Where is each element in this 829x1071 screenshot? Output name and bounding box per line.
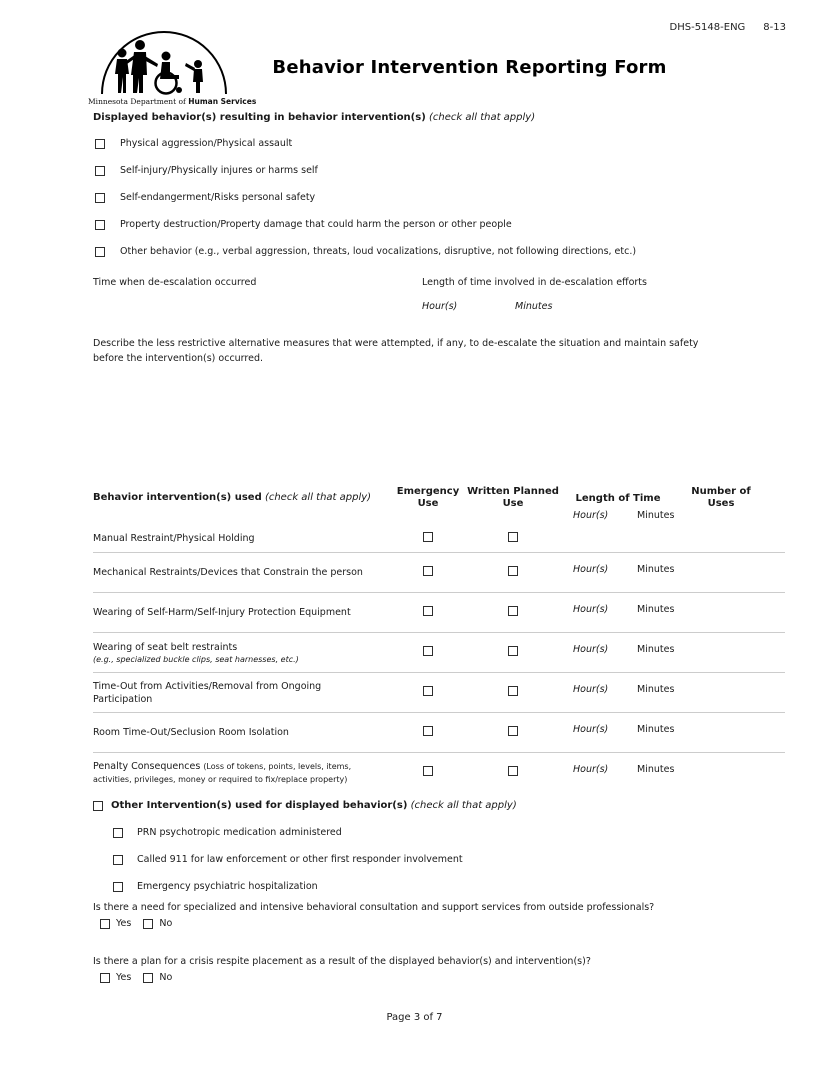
checkbox-self-endangerment[interactable] [95, 193, 105, 203]
length-entry-area[interactable] [559, 633, 677, 655]
checkbox-respite-no[interactable] [143, 973, 153, 983]
behavior-option-label: Other behavior (e.g., verbal aggression, threats, loud vocalizations, disruptive, not following directions, etc.) [120, 246, 637, 257]
other-option-called-911 [113, 853, 785, 866]
table-heading-note: (check all that apply) [264, 492, 372, 503]
intervention-row-mechanical-restraints [93, 552, 785, 592]
checkbox-penalty-consequences-emergency[interactable] [423, 766, 433, 776]
intervention-row-self-harm-equipment [93, 592, 785, 632]
intervention-label: Wearing of Self-Harm/Self-Injury Protection Equipment [93, 607, 351, 618]
length-entry-area[interactable] [559, 525, 677, 530]
intervention-note: (Loss of tokens, points, levels, items, activities, privileges, money or required to fix/replace property) [93, 761, 352, 784]
checkbox-physical-aggression[interactable] [95, 139, 105, 149]
hours-label: Hour(s) [573, 764, 609, 775]
checkbox-self-harm-equipment-written[interactable] [508, 606, 518, 616]
interventions-table-header [93, 483, 785, 525]
behavior-option-label: Self-injury/Physically injures or harms self [120, 165, 318, 176]
behavior-option-physical-aggression [93, 137, 793, 150]
minutes-label: Minutes [637, 684, 675, 695]
length-of-time-label: Length of Time [575, 493, 661, 504]
checkbox-seat-belt-written[interactable] [508, 646, 518, 656]
intervention-label: Room Time-Out/Seclusion Room Isolation [93, 727, 289, 738]
question-text: Is there a need for specialized and intensive behavioral consultation and support services from outside professionals? [93, 902, 655, 913]
minutes-label: Minutes [515, 301, 553, 312]
checkbox-prn-medication[interactable] [113, 828, 123, 838]
yes-no-row [100, 918, 793, 929]
minutes-label: Minutes [637, 604, 675, 615]
deescalation-section [93, 277, 785, 312]
checkbox-seat-belt-emergency[interactable] [423, 646, 433, 656]
hours-label: Hour(s) [573, 684, 609, 695]
hours-label: Hour(s) [573, 724, 609, 735]
checkbox-respite-yes[interactable] [100, 973, 110, 983]
other-interventions-section [93, 800, 785, 893]
describe-response-area[interactable] [93, 372, 785, 472]
checkbox-time-out-activities-emergency[interactable] [423, 686, 433, 696]
length-units [559, 724, 677, 735]
minutes-label: Minutes [637, 644, 675, 655]
length-units [559, 684, 677, 695]
table-heading [93, 483, 389, 503]
other-option-label: PRN psychotropic medication administered [137, 827, 342, 838]
question-text: Is there a plan for a crisis respite placement as a result of the displayed behavior(s) and intervention(s)? [93, 956, 591, 967]
intervention-label-block [93, 760, 389, 786]
deescalation-units [422, 301, 785, 312]
yes-label: Yes [116, 972, 132, 983]
intervention-row-room-time-out [93, 712, 785, 752]
checkbox-consultation-yes[interactable] [100, 919, 110, 929]
checkbox-self-harm-equipment-emergency[interactable] [423, 606, 433, 616]
number-entry-area[interactable] [677, 713, 785, 752]
heading-text: Displayed behavior(s) resulting in behavior intervention(s) [93, 112, 426, 123]
length-entry-area[interactable] [559, 753, 677, 775]
column-header-number-of-uses: Number of Uses [691, 486, 751, 509]
checkbox-other-behavior[interactable] [95, 247, 105, 257]
checkbox-mechanical-restraints-emergency[interactable] [423, 566, 433, 576]
length-entry-area[interactable] [559, 713, 677, 735]
other-option-label: Called 911 for law enforcement or other first responder involvement [137, 854, 463, 865]
deescalation-time-label: Time when de-escalation occurred [93, 277, 257, 288]
length-entry-area[interactable] [559, 593, 677, 615]
number-entry-area[interactable] [677, 593, 785, 632]
length-units [559, 564, 677, 575]
question-crisis-respite [93, 955, 793, 983]
other-interventions-heading [93, 800, 785, 811]
length-units [559, 764, 677, 775]
minutes-label: Minutes [637, 724, 675, 735]
page-title: Behavior Intervention Reporting Form [272, 57, 667, 78]
hours-label: Hour(s) [573, 644, 609, 655]
behavior-option-self-injury [93, 164, 793, 177]
minutes-label: Minutes [637, 764, 675, 775]
behavior-option-other-behavior [93, 245, 793, 258]
length-units [559, 510, 677, 521]
checkbox-self-injury[interactable] [95, 166, 105, 176]
column-header-length-of-time [559, 483, 677, 521]
form-number-block [670, 22, 786, 33]
intervention-label: Wearing of seat belt restraints [93, 641, 238, 653]
length-units [559, 604, 677, 615]
logo-caption-bold: Human Services [188, 97, 257, 106]
number-entry-area[interactable] [677, 673, 785, 712]
checkbox-manual-restraint-written[interactable] [508, 532, 518, 542]
behavior-option-label: Property destruction/Property damage that could harm the person or other people [120, 219, 512, 230]
checkbox-called-911[interactable] [113, 855, 123, 865]
column-header-emergency-use: Emergency Use [396, 486, 460, 509]
column-header-written-planned-use: Written Planned Use [467, 486, 559, 509]
number-entry-area[interactable] [677, 633, 785, 672]
behavior-option-self-endangerment [93, 191, 793, 204]
heading-text: Other Intervention(s) used for displayed behavior(s) [111, 800, 408, 811]
intervention-row-time-out-activities [93, 672, 785, 712]
describe-prompt: Describe the less restrictive alternative measures that were attempted, if any, to de-escalate the situation and maintain safety before the intervention(s) occurred. [93, 338, 699, 364]
page-number: Page 3 of 7 [386, 1012, 443, 1023]
number-entry-area[interactable] [677, 753, 785, 792]
hours-label: Hour(s) [573, 510, 609, 521]
hours-label: Hour(s) [573, 564, 609, 575]
number-entry-area[interactable] [677, 525, 785, 552]
other-option-psychiatric-hospitalization [113, 880, 785, 893]
intervention-label: Mechanical Restraints/Devices that Constrain the person [93, 567, 363, 578]
yes-no-row [100, 972, 793, 983]
length-entry-area[interactable] [559, 673, 677, 695]
intervention-label: Penalty Consequences [93, 760, 201, 772]
checkbox-penalty-consequences-written[interactable] [508, 766, 518, 776]
deescalation-length-block [422, 277, 785, 312]
number-entry-area[interactable] [677, 553, 785, 592]
heading-text-block [111, 800, 517, 811]
checkbox-mechanical-restraints-written[interactable] [508, 566, 518, 576]
checkbox-room-time-out-written[interactable] [508, 726, 518, 736]
checkbox-consultation-no[interactable] [143, 919, 153, 929]
yes-label: Yes [116, 918, 132, 929]
form-revision: 8-13 [763, 22, 786, 33]
behavior-option-label: Self-endangerment/Risks personal safety [120, 192, 316, 203]
length-units [559, 644, 677, 655]
logo-caption [88, 97, 257, 106]
minutes-label: Minutes [637, 564, 675, 575]
intervention-row-seat-belt-restraints [93, 632, 785, 672]
heading-note: (check all that apply) [410, 800, 517, 811]
interventions-table [93, 483, 785, 792]
checkbox-property-destruction[interactable] [95, 220, 105, 230]
intervention-row-penalty-consequences [93, 752, 785, 792]
checkbox-room-time-out-emergency[interactable] [423, 726, 433, 736]
checkbox-time-out-activities-written[interactable] [508, 686, 518, 696]
intervention-label-block [93, 641, 389, 665]
other-option-label: Emergency psychiatric hospitalization [137, 881, 318, 892]
minutes-label: Minutes [637, 510, 675, 521]
behavior-option-label: Physical aggression/Physical assault [120, 138, 293, 149]
intervention-note: (e.g., specialized buckle clips, seat harnesses, etc.) [93, 654, 299, 664]
hours-label: Hour(s) [422, 301, 458, 312]
question-consultation-services [93, 901, 793, 929]
no-label: No [159, 918, 173, 929]
behavior-option-property-destruction [93, 218, 793, 231]
intervention-row-manual-restraint [93, 525, 785, 552]
heading-note: (check all that apply) [428, 112, 536, 123]
displayed-behaviors-heading [93, 112, 793, 123]
checkbox-other-interventions[interactable] [93, 801, 103, 811]
checkbox-manual-restraint-emergency[interactable] [423, 532, 433, 542]
intervention-label: Manual Restraint/Physical Holding [93, 533, 255, 544]
no-label: No [159, 972, 173, 983]
checkbox-psychiatric-hospitalization[interactable] [113, 882, 123, 892]
logo-caption-regular: Minnesota Department of [88, 97, 189, 106]
questions-section [93, 901, 793, 983]
table-heading-text: Behavior intervention(s) used [93, 492, 262, 503]
intervention-label: Time-Out from Activities/Removal from Ongoing Participation [93, 680, 322, 705]
deescalation-length-label: Length of time involved in de-escalation efforts [422, 277, 647, 288]
displayed-behaviors-section [93, 112, 793, 258]
length-entry-area[interactable] [559, 553, 677, 575]
other-option-prn-medication [113, 826, 785, 839]
hours-label: Hour(s) [573, 604, 609, 615]
form-number: DHS-5148-ENG [669, 22, 746, 33]
